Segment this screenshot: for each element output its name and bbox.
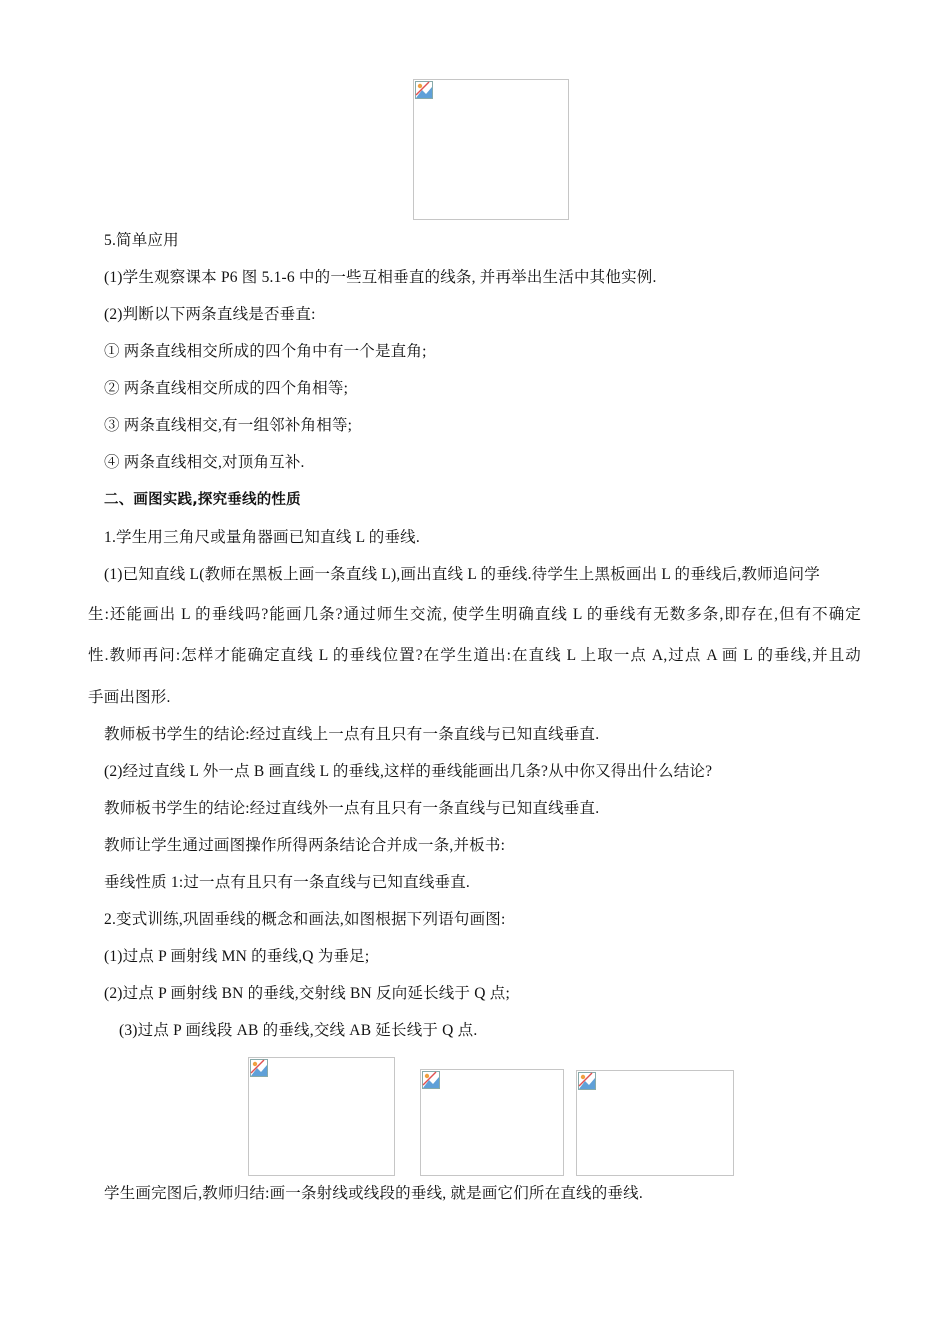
paragraph: 性.教师再问:怎样才能确定直线 L 的垂线位置?在学生道出:在直线 L 上取一点 A,过点 A 画 L 的垂线,并且动 — [88, 647, 861, 664]
broken-image-icon — [578, 1072, 596, 1090]
list-item: ② 两条直线相交所成的四个角相等; — [104, 380, 349, 397]
list-item: ① 两条直线相交所成的四个角中有一个是直角; — [104, 343, 427, 360]
section-heading: 5.简单应用 — [104, 232, 179, 249]
image-placeholder-top — [413, 79, 569, 220]
broken-image-icon — [250, 1059, 268, 1077]
paragraph: 手画出图形. — [88, 689, 171, 706]
paragraph: 生:还能画出 L 的垂线吗?能画几条?通过师生交流, 使学生明确直线 L 的垂线有无数多条,即存在,但有不确定 — [88, 606, 861, 623]
paragraph: (1)学生观察课本 P6 图 5.1-6 中的一些互相垂直的线条, 并再举出生活中其他实例. — [104, 269, 657, 286]
paragraph: 学生画完图后,教师归结:画一条射线或线段的垂线, 就是画它们所在直线的垂线. — [104, 1185, 643, 1202]
image-placeholder-1 — [248, 1057, 395, 1176]
broken-image-icon — [415, 81, 433, 99]
paragraph: 垂线性质 1:过一点有且只有一条直线与已知直线垂直. — [104, 874, 471, 891]
paragraph: 教师板书学生的结论:经过直线外一点有且只有一条直线与已知直线垂直. — [104, 800, 600, 817]
paragraph: (2)判断以下两条直线是否垂直: — [104, 306, 316, 323]
section-title: 二、画图实践,探究垂线的性质 — [104, 492, 301, 508]
image-placeholder-3 — [576, 1070, 734, 1176]
paragraph: 2.变式训练,巩固垂线的概念和画法,如图根据下列语句画图: — [104, 911, 506, 928]
paragraph: (1)已知直线 L(教师在黑板上画一条直线 L),画出直线 L 的垂线.待学生上黑板画出 L 的垂线后,教师追问学 — [104, 566, 820, 583]
paragraph: 1.学生用三角尺或量角器画已知直线 L 的垂线. — [104, 529, 420, 546]
image-placeholder-2 — [420, 1069, 564, 1176]
paragraph: (2)经过直线 L 外一点 B 画直线 L 的垂线,这样的垂线能画出几条?从中你又得出什么结论? — [104, 763, 713, 780]
paragraph: (1)过点 P 画射线 MN 的垂线,Q 为垂足; — [104, 948, 370, 965]
paragraph: 教师让学生通过画图操作所得两条结论合并成一条,并板书: — [104, 837, 506, 854]
broken-image-icon — [422, 1071, 440, 1089]
paragraph: 教师板书学生的结论:经过直线上一点有且只有一条直线与已知直线垂直. — [104, 726, 600, 743]
paragraph: (3)过点 P 画线段 AB 的垂线,交线 AB 延长线于 Q 点. — [119, 1022, 478, 1039]
list-item: ③ 两条直线相交,有一组邻补角相等; — [104, 417, 353, 434]
paragraph: (2)过点 P 画射线 BN 的垂线,交射线 BN 反向延长线于 Q 点; — [104, 985, 510, 1002]
list-item: ④ 两条直线相交,对顶角互补. — [104, 454, 305, 471]
